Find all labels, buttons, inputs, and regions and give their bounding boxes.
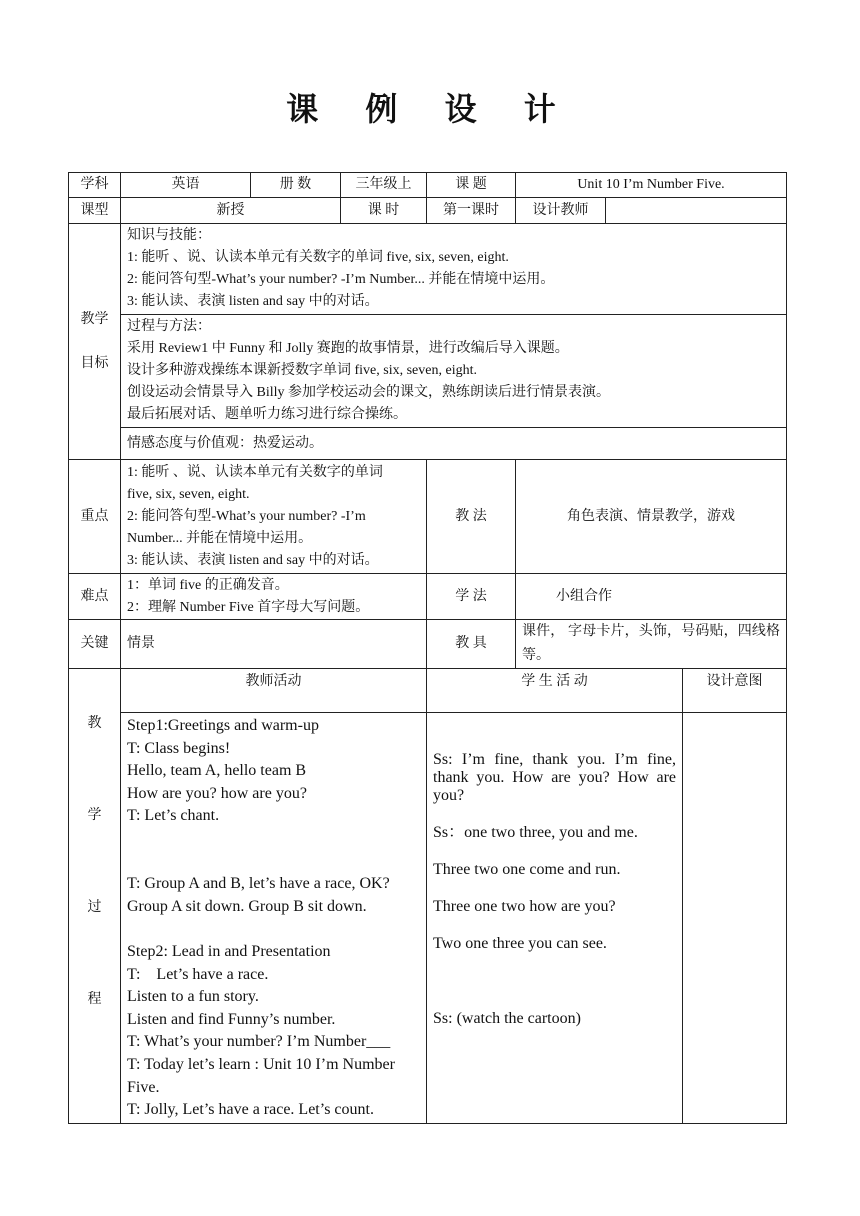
difficulty-line: 2：理解 Number Five 首字母大写问题。: [127, 599, 370, 615]
goals-label-line1: 教学: [80, 311, 109, 327]
topic-value: Unit 10 I’m Number Five.: [516, 173, 787, 198]
row-difficulties: [69, 574, 787, 620]
process-label-char: 学: [87, 808, 102, 823]
knowledge-item: 3: 能认读、表演 listen and say 中的对话。: [127, 294, 379, 309]
goals-label-line2: 目标: [80, 355, 109, 371]
teacher-line: Hello, team A, hello team B: [127, 762, 307, 780]
process-label-char: 过: [87, 900, 102, 915]
key-point-line: 2: 能问答句型-What’s your number? -I’m: [127, 508, 366, 524]
lesson-plan-table: [68, 172, 787, 1124]
knowledge-heading: 知识与技能：: [127, 228, 211, 243]
design-intent-header: 设计意图: [683, 669, 787, 713]
type-label: 课型: [69, 198, 121, 224]
row-process-headers: [69, 669, 787, 713]
key-points-content: [121, 460, 427, 574]
learning-method-label: 学 法: [427, 574, 516, 620]
student-activity-content: [427, 713, 683, 1124]
student-line: Ss: (watch the cartoon): [433, 1010, 581, 1027]
difficulty-line: 1：单词 five 的正确发音。: [127, 577, 289, 593]
key-point-line: Number... 并能在情境中运用。: [127, 530, 313, 546]
subject-value: 英语: [121, 173, 251, 198]
process-heading: 过程与方法：: [127, 319, 211, 334]
process-label: [69, 669, 121, 1124]
topic-label: 课 题: [427, 173, 516, 198]
student-line: Three two one come and run.: [433, 861, 621, 878]
key-point-line: 1: 能听 、说、认读本单元有关数字的单词: [127, 464, 383, 480]
teacher-line: T: Class begins!: [127, 739, 231, 757]
designer-label: 设计教师: [516, 198, 606, 224]
knowledge-item: 2: 能问答句型-What’s your number? -I’m Number... 并能在情境中运用。: [127, 272, 555, 287]
student-activity-header: 学 生 活 动: [427, 669, 683, 713]
teacher-line: T: What’s your number? I’m Number___: [127, 1033, 391, 1051]
teaching-method-label: 教 法: [427, 460, 516, 574]
goals-label: [69, 224, 121, 460]
spacer: [433, 972, 676, 1010]
row-process-content: [69, 713, 787, 1124]
row-goals-process: [69, 315, 787, 428]
student-line: Two one three you can see.: [433, 935, 607, 952]
process-label-char: 程: [87, 992, 102, 1007]
process-item: 最后拓展对话、题单听力练习进行综合操练。: [127, 407, 407, 422]
student-line: Ss：one two three, you and me.: [433, 824, 638, 841]
design-intent-content: [683, 713, 787, 1124]
process-item: 采用 Review1 中 Funny 和 Jolly 赛跑的故事情景，进行改编后导入课题。: [127, 341, 569, 356]
row-goals-knowledge: [69, 224, 787, 315]
goals-process: [121, 315, 787, 428]
subject-label: 学科: [69, 173, 121, 198]
teacher-line: [127, 918, 420, 941]
teacher-line: T: Jolly, Let’s have a race. Let’s count.: [127, 1101, 374, 1119]
teacher-activity-content: [121, 713, 427, 1124]
key-points-label: 重点: [69, 460, 121, 574]
teacher-line: Step1:Greetings and warm-up: [127, 717, 319, 734]
teacher-line: T: Let’s chant.: [127, 807, 220, 825]
student-line: Three one two how are you?: [433, 898, 616, 915]
teacher-activity-header: 教师活动: [121, 669, 427, 713]
goals-knowledge: [121, 224, 787, 315]
key-point-line: five, six, seven, eight.: [127, 486, 250, 502]
teaching-tools-label: 教 具: [427, 620, 516, 669]
teacher-line: T: Group A and B, let’s have a race, OK?: [127, 875, 390, 893]
row-goals-emotion: [69, 428, 787, 460]
key-value: 情景: [121, 620, 427, 669]
row-subject: [69, 173, 787, 198]
teacher-line: How are you? how are you?: [127, 784, 307, 802]
teacher-line: [127, 828, 420, 851]
process-item: 设计多种游戏操练本课新授数字单词 five, six, seven, eight.: [127, 363, 477, 378]
goals-emotion: 情感态度与价值观：热爱运动。: [121, 428, 787, 460]
teacher-line: Five.: [127, 1078, 160, 1096]
teacher-line: Listen to a fun story.: [127, 988, 259, 1006]
teacher-line: Step2: Lead in and Presentation: [127, 942, 331, 960]
teacher-line: Group A sit down. Group B sit down.: [127, 897, 367, 915]
type-value: 新授: [121, 198, 341, 224]
row-type: [69, 198, 787, 224]
student-line: Ss: I’m fine, thank you. I’m fine, thank you. How are you? How are you?: [433, 751, 676, 804]
teacher-line: [127, 851, 420, 874]
knowledge-item: 1: 能听 、说、认读本单元有关数字的单词 five, six, seven, eight.: [127, 250, 509, 265]
teaching-method-value: 角色表演、情景教学，游戏: [516, 460, 787, 574]
row-key: [69, 620, 787, 669]
teacher-line: Listen and find Funny’s number.: [127, 1010, 336, 1028]
process-label-char: 教: [87, 716, 102, 731]
learning-method-value: 小组合作: [516, 574, 787, 620]
teacher-line: T: Today let’s learn : Unit 10 I’m Number: [127, 1055, 395, 1073]
difficulties-content: [121, 574, 427, 620]
difficulties-label: 难点: [69, 574, 121, 620]
volume-value: 三年级上: [341, 173, 427, 198]
key-label: 关键: [69, 620, 121, 669]
row-key-points: [69, 460, 787, 574]
process-item: 创设运动会情景导入 Billy 参加学校运动会的课文，熟练朗读后进行情景表演。: [127, 385, 611, 400]
volume-label: 册 数: [251, 173, 341, 198]
period-label: 课 时: [341, 198, 427, 224]
teacher-line: T: Let’s have a race.: [127, 965, 269, 983]
designer-value: [606, 198, 787, 224]
teaching-tools-value: 课件， 字母卡片，头饰，号码贴，四线格等。: [516, 620, 787, 669]
document-title: 课 例 设 计: [286, 90, 574, 128]
key-point-line: 3: 能认读、表演 listen and say 中的对话。: [127, 552, 379, 568]
period-value: 第一课时: [427, 198, 516, 224]
